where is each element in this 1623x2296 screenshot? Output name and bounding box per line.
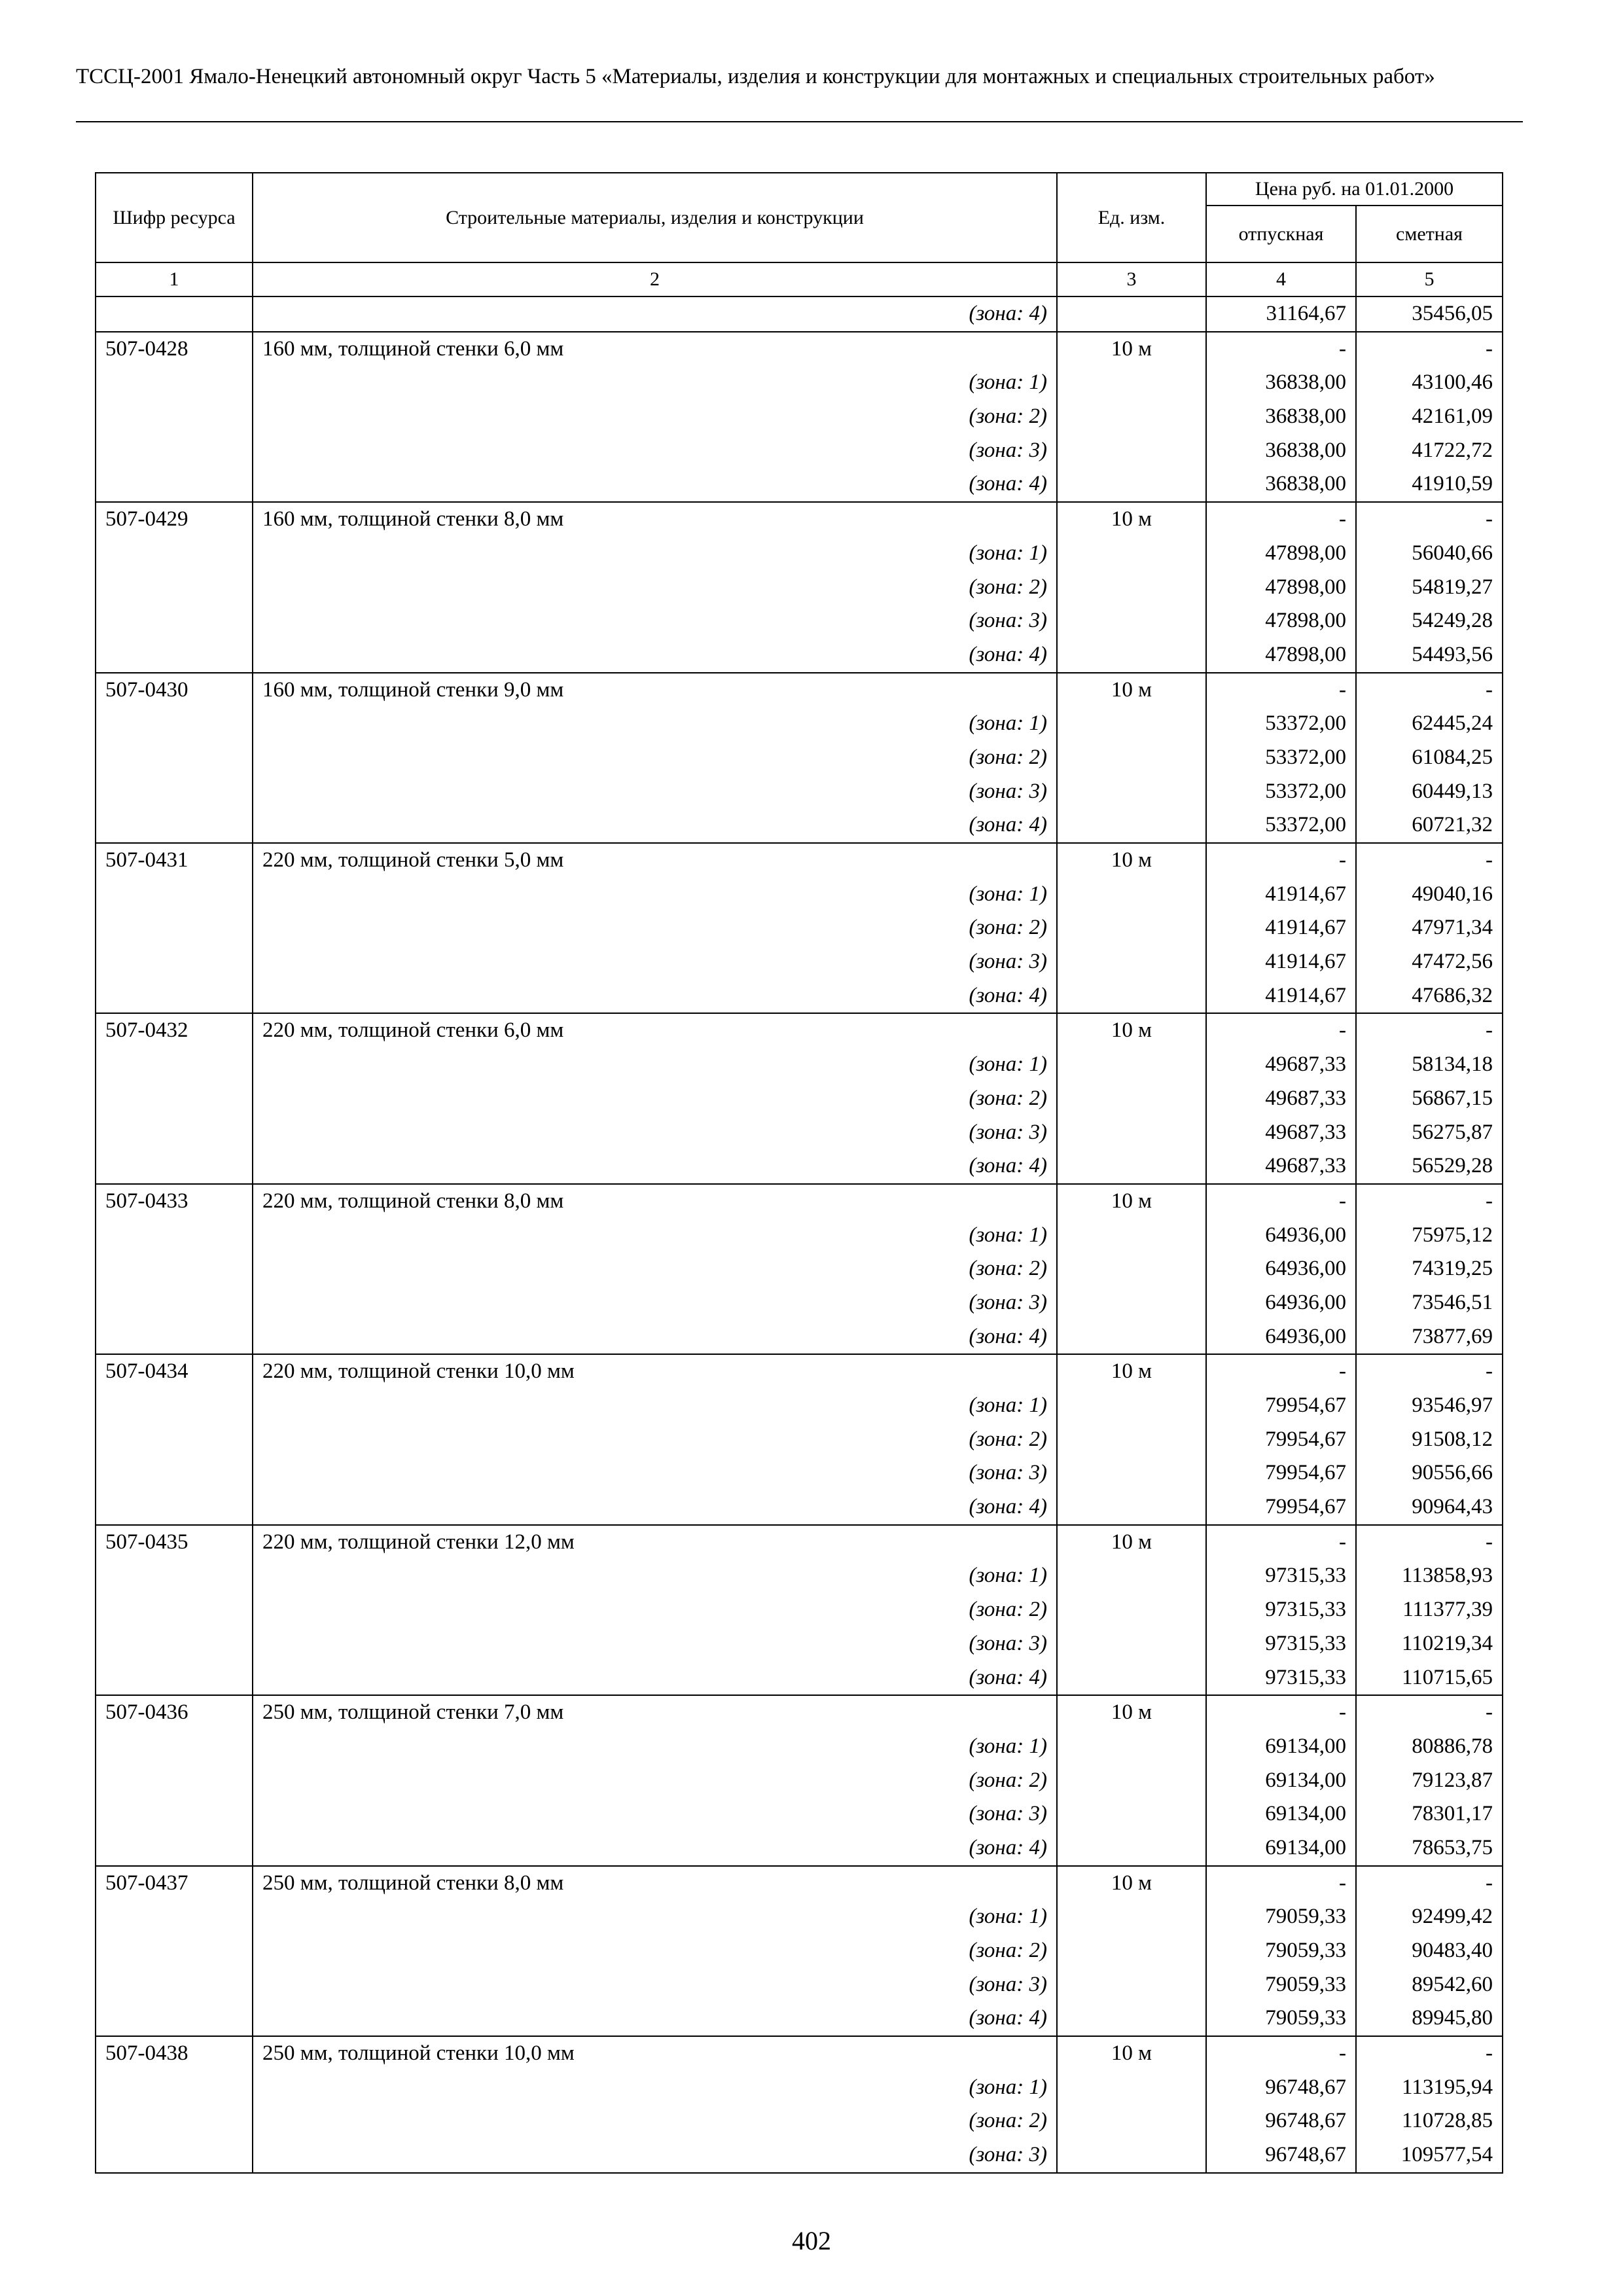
material-description: 220 мм, толщиной стенки 6,0 мм [253, 1013, 1057, 1048]
estimate-price: 90556,66 [1356, 1456, 1503, 1490]
unit-of-measure: 10 м [1057, 1525, 1206, 1560]
release-price: - [1206, 1184, 1356, 1219]
release-price: 47898,00 [1206, 537, 1356, 571]
release-price: 79059,33 [1206, 2001, 1356, 2036]
table-row [96, 2104, 1503, 2138]
release-price: 97315,33 [1206, 1559, 1356, 1593]
material-description: 160 мм, толщиной стенки 9,0 мм [253, 673, 1057, 708]
table-row [96, 434, 1503, 468]
table-row [96, 400, 1503, 434]
unit-of-measure: 10 м [1057, 502, 1206, 537]
zone-label: (зона: 2) [253, 2104, 1057, 2138]
estimate-price: 60449,13 [1356, 775, 1503, 809]
zone-label: (зона: 4) [253, 1831, 1057, 1866]
estimate-price: 62445,24 [1356, 707, 1503, 741]
zone-label: (зона: 2) [253, 1593, 1057, 1627]
release-price: 69134,00 [1206, 1797, 1356, 1831]
estimate-price: - [1356, 1354, 1503, 1389]
release-price: - [1206, 332, 1356, 367]
price-table [95, 172, 1503, 2174]
table-row [96, 2036, 1503, 2071]
page-number: 402 [792, 2226, 831, 2255]
table-row [96, 878, 1503, 912]
zone-label: (зона: 1) [253, 1559, 1057, 1593]
zone-label: (зона: 1) [253, 1730, 1057, 1764]
material-description: 220 мм, толщиной стенки 12,0 мм [253, 1525, 1057, 1560]
col-number-4: 4 [1206, 262, 1356, 296]
table-row [96, 1286, 1503, 1320]
estimate-price: 110219,34 [1356, 1627, 1503, 1661]
zone-label: (зона: 2) [253, 1082, 1057, 1116]
zone-label: (зона: 1) [253, 1389, 1057, 1423]
release-price: 97315,33 [1206, 1627, 1356, 1661]
estimate-price: 54493,56 [1356, 638, 1503, 673]
release-price: 31164,67 [1206, 296, 1356, 332]
zone-label: (зона: 2) [253, 1423, 1057, 1457]
release-price: 53372,00 [1206, 741, 1356, 775]
material-description: 220 мм, толщиной стенки 5,0 мм [253, 843, 1057, 878]
material-description: 250 мм, толщиной стенки 8,0 мм [253, 1866, 1057, 1901]
zone-label: (зона: 4) [253, 979, 1057, 1014]
estimate-price: 113858,93 [1356, 1559, 1503, 1593]
zone-label: (зона: 3) [253, 604, 1057, 638]
material-description: 250 мм, толщиной стенки 10,0 мм [253, 2036, 1057, 2071]
table-row [96, 1490, 1503, 1525]
zone-label: (зона: 3) [253, 945, 1057, 979]
table-row [96, 741, 1503, 775]
release-price: 53372,00 [1206, 707, 1356, 741]
zone-label: (зона: 4) [253, 638, 1057, 673]
table-row [96, 911, 1503, 945]
table-row [96, 296, 1503, 332]
unit-of-measure: 10 м [1057, 1695, 1206, 1730]
estimate-price: 60721,32 [1356, 808, 1503, 843]
header-divider [76, 121, 1523, 122]
zone-label: (зона: 4) [253, 467, 1057, 502]
unit-of-measure: 10 м [1057, 1013, 1206, 1048]
table-row [96, 1797, 1503, 1831]
table-row [96, 638, 1503, 673]
zone-label: (зона: 2) [253, 741, 1057, 775]
estimate-price: 58134,18 [1356, 1048, 1503, 1082]
estimate-price: - [1356, 673, 1503, 708]
estimate-price: - [1356, 1013, 1503, 1048]
release-price: 79954,67 [1206, 1456, 1356, 1490]
col-number-1: 1 [96, 262, 253, 296]
estimate-price: 47472,56 [1356, 945, 1503, 979]
unit-of-measure: 10 м [1057, 332, 1206, 367]
estimate-price: 78301,17 [1356, 1797, 1503, 1831]
release-price: 69134,00 [1206, 1764, 1356, 1798]
table-row [96, 1559, 1503, 1593]
release-price: 79954,67 [1206, 1490, 1356, 1525]
table-row [96, 1695, 1503, 1730]
estimate-price: 110715,65 [1356, 1661, 1503, 1696]
release-price: 64936,00 [1206, 1219, 1356, 1253]
table-row [96, 1149, 1503, 1184]
zone-label: (зона: 1) [253, 878, 1057, 912]
zone-label: (зона: 1) [253, 537, 1057, 571]
estimate-price: 89945,80 [1356, 2001, 1503, 2036]
estimate-price: - [1356, 1866, 1503, 1901]
release-price: 49687,33 [1206, 1082, 1356, 1116]
release-price: 41914,67 [1206, 979, 1356, 1014]
table-row [96, 1764, 1503, 1798]
estimate-price: 75975,12 [1356, 1219, 1503, 1253]
zone-label: (зона: 3) [253, 1627, 1057, 1661]
table-row [96, 945, 1503, 979]
estimate-price: - [1356, 2036, 1503, 2071]
col-header-estimate-price: сметная [1356, 206, 1503, 262]
zone-label: (зона: 2) [253, 571, 1057, 605]
release-price: 49687,33 [1206, 1149, 1356, 1184]
table-row [96, 1219, 1503, 1253]
table-row [96, 808, 1503, 843]
estimate-price: 74319,25 [1356, 1252, 1503, 1286]
resource-code: 507-0435 [96, 1525, 253, 1560]
release-price: - [1206, 2036, 1356, 2071]
zone-label: (зона: 4) [253, 808, 1057, 843]
col-header-price: Цена руб. на 01.01.2000 [1206, 173, 1503, 206]
estimate-price: 54249,28 [1356, 604, 1503, 638]
table-row [96, 1968, 1503, 2002]
release-price: 47898,00 [1206, 638, 1356, 673]
release-price: - [1206, 843, 1356, 878]
estimate-price: 49040,16 [1356, 878, 1503, 912]
zone-label: (зона: 4) [253, 1320, 1057, 1355]
table-row [96, 1116, 1503, 1150]
table-row [96, 1730, 1503, 1764]
table-row [96, 979, 1503, 1014]
table-row [96, 1661, 1503, 1696]
estimate-price: 73546,51 [1356, 1286, 1503, 1320]
estimate-price: 73877,69 [1356, 1320, 1503, 1355]
resource-code: 507-0437 [96, 1866, 253, 1901]
estimate-price: 56275,87 [1356, 1116, 1503, 1150]
col-header-unit: Ед. изм. [1057, 173, 1206, 262]
zone-label: (зона: 4) [253, 2001, 1057, 2036]
table-row [96, 1866, 1503, 1901]
unit-of-measure: 10 м [1057, 673, 1206, 708]
zone-label: (зона: 2) [253, 1764, 1057, 1798]
table-row [96, 2071, 1503, 2105]
zone-label: (зона: 1) [253, 1219, 1057, 1253]
table-row [96, 707, 1503, 741]
zone-label: (зона: 2) [253, 911, 1057, 945]
zone-label: (зона: 1) [253, 1048, 1057, 1082]
release-price: 36838,00 [1206, 434, 1356, 468]
zone-label: (зона: 2) [253, 400, 1057, 434]
zone-label: (зона: 3) [253, 1797, 1057, 1831]
release-price: 41914,67 [1206, 911, 1356, 945]
resource-code: 507-0436 [96, 1695, 253, 1730]
release-price: 49687,33 [1206, 1048, 1356, 1082]
zone-label: (зона: 4) [253, 1149, 1057, 1184]
table-row [96, 1320, 1503, 1355]
resource-code: 507-0428 [96, 332, 253, 367]
estimate-price: 93546,97 [1356, 1389, 1503, 1423]
zone-label: (зона: 1) [253, 2071, 1057, 2105]
release-price: 97315,33 [1206, 1661, 1356, 1696]
release-price: 49687,33 [1206, 1116, 1356, 1150]
table-row [96, 332, 1503, 367]
zone-label: (зона: 2) [253, 1934, 1057, 1968]
release-price: 36838,00 [1206, 467, 1356, 502]
estimate-price: 43100,46 [1356, 366, 1503, 400]
material-description: 250 мм, толщиной стенки 7,0 мм [253, 1695, 1057, 1730]
release-price: 41914,67 [1206, 878, 1356, 912]
zone-label: (зона: 3) [253, 1456, 1057, 1490]
zone-label: (зона: 3) [253, 434, 1057, 468]
zone-label: (зона: 1) [253, 707, 1057, 741]
release-price: 96748,67 [1206, 2104, 1356, 2138]
table-row [96, 775, 1503, 809]
table-row [96, 843, 1503, 878]
estimate-price: - [1356, 1695, 1503, 1730]
estimate-price: 92499,42 [1356, 1900, 1503, 1934]
table-row [96, 1013, 1503, 1048]
table-row [96, 1456, 1503, 1490]
release-price: - [1206, 1525, 1356, 1560]
release-price: 41914,67 [1206, 945, 1356, 979]
unit-of-measure: 10 м [1057, 1866, 1206, 1901]
table-row [96, 1389, 1503, 1423]
estimate-price: 56867,15 [1356, 1082, 1503, 1116]
table-row [96, 1423, 1503, 1457]
estimate-price: 56529,28 [1356, 1149, 1503, 1184]
release-price: 47898,00 [1206, 604, 1356, 638]
estimate-price: 42161,09 [1356, 400, 1503, 434]
unit-of-measure: 10 м [1057, 843, 1206, 878]
table-row [96, 604, 1503, 638]
zone-label: (зона: 4) [253, 296, 1057, 332]
table-row [96, 2138, 1503, 2173]
unit-of-measure: 10 м [1057, 1354, 1206, 1389]
zone-label: (зона: 2) [253, 1252, 1057, 1286]
material-description: 220 мм, толщиной стенки 10,0 мм [253, 1354, 1057, 1389]
release-price: 47898,00 [1206, 571, 1356, 605]
resource-code: 507-0433 [96, 1184, 253, 1219]
table-row [96, 2001, 1503, 2036]
col-number-3: 3 [1057, 262, 1206, 296]
release-price: 69134,00 [1206, 1730, 1356, 1764]
release-price: - [1206, 1354, 1356, 1389]
release-price: 36838,00 [1206, 400, 1356, 434]
release-price: 53372,00 [1206, 808, 1356, 843]
estimate-price: 91508,12 [1356, 1423, 1503, 1457]
col-number-5: 5 [1356, 262, 1503, 296]
table-row [96, 502, 1503, 537]
release-price: 79059,33 [1206, 1968, 1356, 2002]
table-row [96, 571, 1503, 605]
zone-label: (зона: 3) [253, 775, 1057, 809]
release-price: 53372,00 [1206, 775, 1356, 809]
estimate-price: 90964,43 [1356, 1490, 1503, 1525]
zone-label: (зона: 3) [253, 1116, 1057, 1150]
estimate-price: 111377,39 [1356, 1593, 1503, 1627]
release-price: - [1206, 673, 1356, 708]
estimate-price: 89542,60 [1356, 1968, 1503, 2002]
release-price: 64936,00 [1206, 1252, 1356, 1286]
unit-of-measure: 10 м [1057, 1184, 1206, 1219]
release-price: 97315,33 [1206, 1593, 1356, 1627]
estimate-price: - [1356, 332, 1503, 367]
table-row [96, 1831, 1503, 1866]
estimate-price: 61084,25 [1356, 741, 1503, 775]
table-body [96, 296, 1503, 2173]
col-number-2: 2 [253, 262, 1057, 296]
zone-label: (зона: 3) [253, 2138, 1057, 2173]
table-row [96, 1593, 1503, 1627]
table-row [96, 1048, 1503, 1082]
estimate-price: 110728,85 [1356, 2104, 1503, 2138]
zone-label: (зона: 4) [253, 1490, 1057, 1525]
table-row [96, 1934, 1503, 1968]
release-price: 79954,67 [1206, 1389, 1356, 1423]
table-row [96, 1082, 1503, 1116]
estimate-price: 109577,54 [1356, 2138, 1503, 2173]
table-row [96, 537, 1503, 571]
release-price: 69134,00 [1206, 1831, 1356, 1866]
resource-code: 507-0431 [96, 843, 253, 878]
estimate-price: 113195,94 [1356, 2071, 1503, 2105]
unit-of-measure: 10 м [1057, 2036, 1206, 2071]
release-price: 96748,67 [1206, 2071, 1356, 2105]
release-price: 79059,33 [1206, 1900, 1356, 1934]
resource-code: 507-0434 [96, 1354, 253, 1389]
estimate-price: 35456,05 [1356, 296, 1503, 332]
table-row [96, 1900, 1503, 1934]
material-description: 160 мм, толщиной стенки 6,0 мм [253, 332, 1057, 367]
resource-code: 507-0430 [96, 673, 253, 708]
table-row [96, 1184, 1503, 1219]
release-price: - [1206, 1013, 1356, 1048]
estimate-price: 56040,66 [1356, 537, 1503, 571]
col-header-code: Шифр ресурса [96, 173, 253, 262]
release-price: 36838,00 [1206, 366, 1356, 400]
release-price: 96748,67 [1206, 2138, 1356, 2173]
col-header-release-price: отпускная [1206, 206, 1356, 262]
release-price: - [1206, 1866, 1356, 1901]
release-price: 64936,00 [1206, 1320, 1356, 1355]
zone-label: (зона: 3) [253, 1968, 1057, 2002]
release-price: 79954,67 [1206, 1423, 1356, 1457]
resource-code: 507-0429 [96, 502, 253, 537]
zone-label: (зона: 3) [253, 1286, 1057, 1320]
material-description: 220 мм, толщиной стенки 8,0 мм [253, 1184, 1057, 1219]
estimate-price: - [1356, 1525, 1503, 1560]
release-price: 64936,00 [1206, 1286, 1356, 1320]
estimate-price: 90483,40 [1356, 1934, 1503, 1968]
estimate-price: - [1356, 502, 1503, 537]
estimate-price: 79123,87 [1356, 1764, 1503, 1798]
table-row [96, 1627, 1503, 1661]
estimate-price: - [1356, 1184, 1503, 1219]
estimate-price: 78653,75 [1356, 1831, 1503, 1866]
estimate-price: 47686,32 [1356, 979, 1503, 1014]
estimate-price: 41910,59 [1356, 467, 1503, 502]
table-row [96, 1354, 1503, 1389]
table-row [96, 366, 1503, 400]
estimate-price: 47971,34 [1356, 911, 1503, 945]
zone-label: (зона: 1) [253, 366, 1057, 400]
resource-code: 507-0438 [96, 2036, 253, 2071]
zone-label: (зона: 1) [253, 1900, 1057, 1934]
resource-code: 507-0432 [96, 1013, 253, 1048]
material-description: 160 мм, толщиной стенки 8,0 мм [253, 502, 1057, 537]
release-price: 79059,33 [1206, 1934, 1356, 1968]
estimate-price: 41722,72 [1356, 434, 1503, 468]
table-row [96, 1525, 1503, 1560]
table-row [96, 673, 1503, 708]
estimate-price: 80886,78 [1356, 1730, 1503, 1764]
estimate-price: 54819,27 [1356, 571, 1503, 605]
release-price: - [1206, 1695, 1356, 1730]
estimate-price: - [1356, 843, 1503, 878]
col-header-description: Строительные материалы, изделия и конструкции [253, 173, 1057, 262]
table-row [96, 467, 1503, 502]
release-price: - [1206, 502, 1356, 537]
table-row [96, 1252, 1503, 1286]
zone-label: (зона: 4) [253, 1661, 1057, 1696]
document-header: ТССЦ-2001 Ямало-Ненецкий автономный округ Часть 5 «Материалы, изделия и конструкции для монтажных и специальных строительных работ» [76, 65, 1435, 88]
